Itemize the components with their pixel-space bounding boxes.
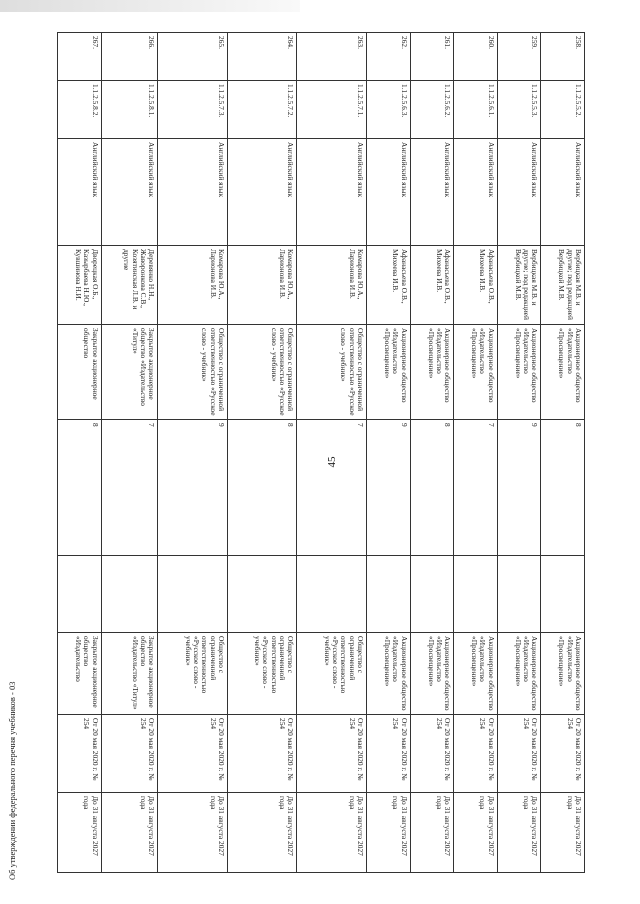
order-reference: От 20 мая 2020 г. № 254	[454, 715, 498, 793]
empty-column	[541, 556, 585, 633]
textbook-authors: Комарова Ю.А., Ларионова И.В.	[158, 246, 228, 325]
textbook-authors: Афанасьева О.В., Михеева И.В.	[366, 246, 410, 325]
row-number: 261.	[410, 33, 454, 81]
row-number: 265.	[158, 33, 228, 81]
order-reference: От 20 мая 2020 г. № 254	[541, 715, 585, 793]
order-reference: От 20 мая 2020 г. № 254	[366, 715, 410, 793]
table-row	[410, 33, 454, 873]
document-footer: Об утверждении федерального перечня учебников - 03	[7, 681, 17, 880]
textbook-code: 1.1.2.5.6.3.	[366, 81, 410, 139]
empty-column	[454, 556, 498, 633]
textbook-authors: Афанасьева О.В., Михеева И.В.	[410, 246, 454, 325]
valid-until: До 31 августа 2027 года	[410, 793, 454, 873]
textbook-title: Английский язык	[227, 139, 297, 246]
textbook-publisher: Общество с ограниченной ответственностью «Русское слово - учебник»	[227, 325, 297, 420]
valid-until: До 31 августа 2027 года	[454, 793, 498, 873]
textbook-title: Английский язык	[158, 139, 228, 246]
valid-until: До 31 августа 2027 года	[101, 793, 158, 873]
row-number: 263.	[297, 33, 367, 81]
textbook-code: 1.1.2.5.5.2.	[541, 81, 585, 139]
valid-until: До 31 августа 2027 года	[297, 793, 367, 873]
row-number: 267.	[58, 33, 102, 81]
valid-until: До 31 августа 2027 года	[366, 793, 410, 873]
grade-level: 7	[454, 420, 498, 556]
table-row	[227, 33, 297, 873]
textbook-title: Английский язык	[410, 139, 454, 246]
order-reference: От 20 мая 2020 г. № 254	[158, 715, 228, 793]
textbook-code: 1.1.2.5.6.1.	[454, 81, 498, 139]
row-number: 259.	[497, 33, 541, 81]
valid-until: До 31 августа 2027 года	[227, 793, 297, 873]
legal-entity: Общество с ограниченной ответственностью «Русское слово - учебник»	[158, 633, 228, 715]
textbook-authors: Комарова Ю.А., Ларионова И.В.	[297, 246, 367, 325]
textbook-title: Английский язык	[497, 139, 541, 246]
textbook-title: Английский язык	[454, 139, 498, 246]
row-number: 264.	[227, 33, 297, 81]
order-reference: От 20 мая 2020 г. № 254	[227, 715, 297, 793]
textbook-code: 1.1.2.5.5.3.	[497, 81, 541, 139]
textbook-title: Английский язык	[541, 139, 585, 246]
textbook-code: 1.1.2.5.8.1.	[101, 81, 158, 139]
row-number: 260.	[454, 33, 498, 81]
textbook-publisher: Закрытое акционерное общество «Издательство «Титул»	[101, 325, 158, 420]
textbook-title: Английский язык	[297, 139, 367, 246]
row-number: 266.	[101, 33, 158, 81]
textbook-code: 1.1.2.5.6.2.	[410, 81, 454, 139]
grade-level: 7	[297, 420, 367, 556]
empty-column	[366, 556, 410, 633]
empty-column	[410, 556, 454, 633]
legal-entity: Акционерное общество «Издательство «Просвещение»	[497, 633, 541, 715]
grade-level: 8	[58, 420, 102, 556]
grade-level: 7	[101, 420, 158, 556]
textbook-title: Английский язык	[366, 139, 410, 246]
grade-level: 9	[158, 420, 228, 556]
grade-level: 8	[541, 420, 585, 556]
table-row	[366, 33, 410, 873]
table-row	[101, 33, 158, 873]
table-row	[541, 33, 585, 873]
textbook-code: 1.1.2.5.7.3.	[158, 81, 228, 139]
order-reference: От 20 мая 2020 г. № 254	[410, 715, 454, 793]
order-reference: От 20 мая 2020 г. № 254	[58, 715, 102, 793]
order-reference: От 20 мая 2020 г. № 254	[497, 715, 541, 793]
table-row	[158, 33, 228, 873]
empty-column	[101, 556, 158, 633]
textbook-title: Английский язык	[101, 139, 158, 246]
legal-entity: Закрытое акционерное общество «Издательство	[58, 633, 102, 715]
textbook-publisher: Акционерное общество «Издательство «Просвещение»	[366, 325, 410, 420]
valid-until: До 31 августа 2027 года	[541, 793, 585, 873]
textbook-list-table	[57, 32, 585, 873]
empty-column	[158, 556, 228, 633]
textbook-publisher: Акционерное общество «Издательство «Просвещение»	[454, 325, 498, 420]
grade-level: 8	[410, 420, 454, 556]
legal-entity: Акционерное общество «Издательство «Просвещение»	[541, 633, 585, 715]
page-number: 45	[326, 456, 338, 468]
textbook-title: Английский язык	[58, 139, 102, 246]
textbook-authors: Вербицкая М.В. и другие; под редакцией Вербицкой М.В.	[497, 246, 541, 325]
empty-column	[227, 556, 297, 633]
table-row	[497, 33, 541, 873]
empty-column	[58, 556, 102, 633]
row-number: 258.	[541, 33, 585, 81]
textbook-publisher: Закрытое акционерное общество	[58, 325, 102, 420]
grade-level: 9	[497, 420, 541, 556]
textbook-authors: Дворецкая О.Б., Казырбаева Н.Ю., Кувшинова Н.И.	[58, 246, 102, 325]
grade-level: 9	[366, 420, 410, 556]
row-number: 262.	[366, 33, 410, 81]
valid-until: До 31 августа 2027 года	[158, 793, 228, 873]
textbook-publisher: Акционерное общество «Издательство «Просвещение»	[497, 325, 541, 420]
textbook-code: 1.1.2.5.8.2.	[58, 81, 102, 139]
legal-entity: Закрытое акционерное общество «Издательство «Титул»	[101, 633, 158, 715]
empty-column	[297, 556, 367, 633]
textbook-publisher: Общество с ограниченной ответственностью «Русское слово - учебник»	[158, 325, 228, 420]
textbook-publisher: Акционерное общество «Издательство «Просвещение»	[410, 325, 454, 420]
legal-entity: Общество с ограниченной ответственностью «Русское слово - учебник»	[297, 633, 367, 715]
textbook-authors: Деревянко Н.Н., Жаворонкова С.В., Козятинская Л.В. и другие	[101, 246, 158, 325]
textbook-publisher: Общество с ограниченной ответственностью «Русское слово - учебник»	[297, 325, 367, 420]
table-row	[58, 33, 102, 873]
scan-artifact	[0, 0, 300, 12]
legal-entity: Общество с ограниченной ответственностью «Русское слово - учебник»	[227, 633, 297, 715]
grade-level: 8	[227, 420, 297, 556]
textbook-authors: Комарова Ю.А., Ларионова И.В.	[227, 246, 297, 325]
valid-until: До 31 августа 2027 года	[58, 793, 102, 873]
table-row	[454, 33, 498, 873]
legal-entity: Акционерное общество «Издательство «Просвещение»	[366, 633, 410, 715]
legal-entity: Акционерное общество «Издательство «Просвещение»	[454, 633, 498, 715]
textbook-authors: Вербицкая М.В. и другие; под редакцией Вербицкой М.В.	[541, 246, 585, 325]
textbook-code: 1.1.2.5.7.2.	[227, 81, 297, 139]
legal-entity: Акционерное общество «Издательство «Просвещение»	[410, 633, 454, 715]
empty-column	[497, 556, 541, 633]
textbook-publisher: Акционерное общество «Издательство «Просвещение»	[541, 325, 585, 420]
order-reference: От 20 мая 2020 г. № 254	[101, 715, 158, 793]
valid-until: До 31 августа 2027 года	[497, 793, 541, 873]
order-reference: От 20 мая 2020 г. № 254	[297, 715, 367, 793]
textbook-authors: Афанасьева О.В., Михеева И.В.	[454, 246, 498, 325]
textbook-code: 1.1.2.5.7.1.	[297, 81, 367, 139]
